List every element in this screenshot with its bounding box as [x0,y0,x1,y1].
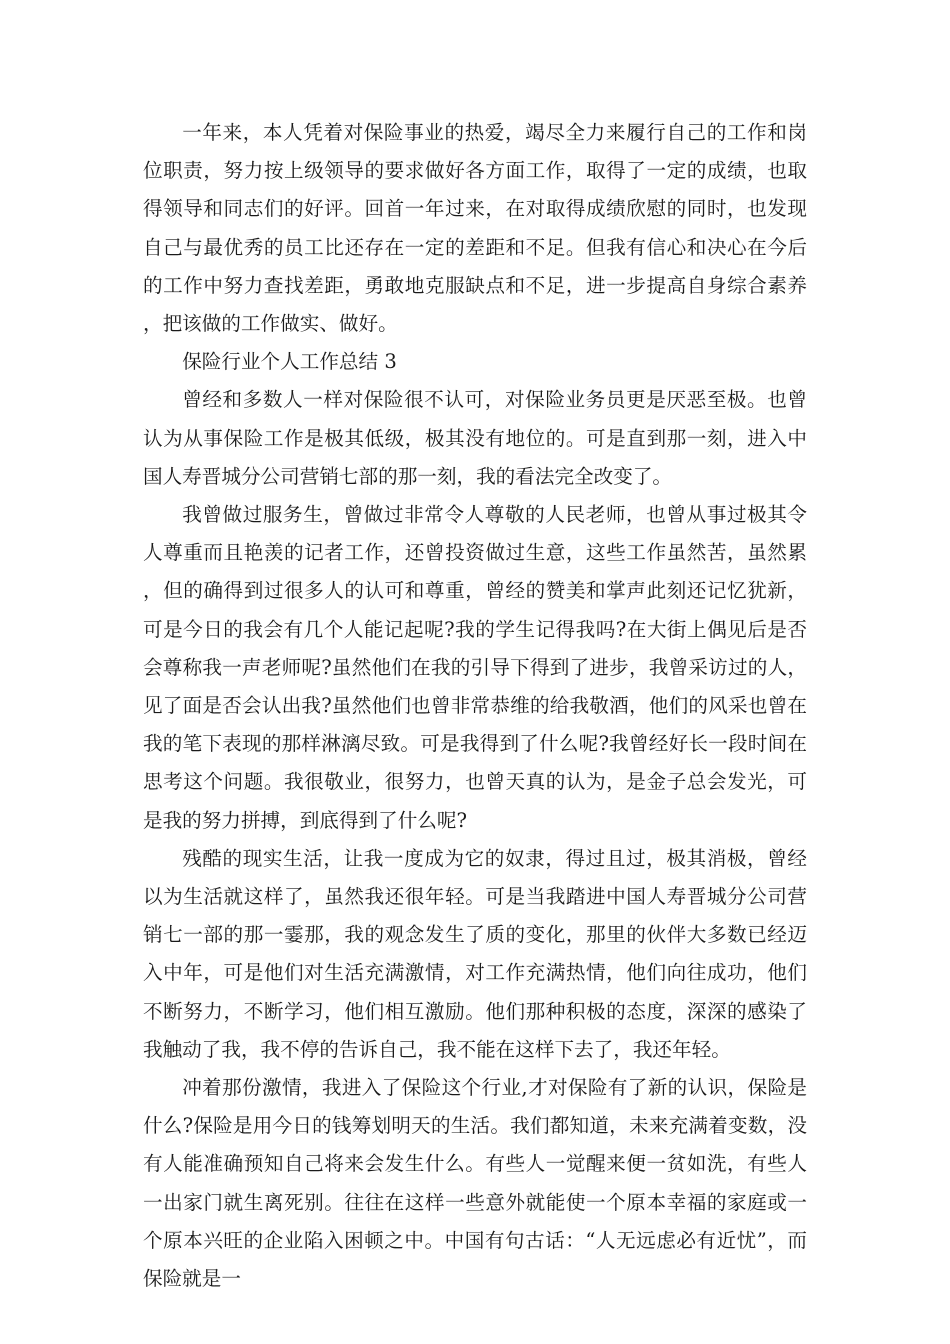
body-paragraph-5: 冲着那份激情，我进入了保险这个行业,才对保险有了新的认识，保险是什么?保险是用今日的钱筹划明天的生活。我们都知道，未来充满着变数，没有人能准确预知自己将来会发生什么。有些人一觉醒来便一贫如洗，有些人一出家门就生离死别。往往在这样一些意外就能使一个原本幸福的家庭或一个原本兴旺的企业陷入困顿之中。中国有句古话：“人无远虑必有近忧”，而保险就是一 [143,1076,807,1291]
section-heading: 保险行业个人工作总结 3 [182,350,397,374]
body-paragraph-1: 一年来，本人凭着对保险事业的热爱，竭尽全力来履行自己的工作和岗位职责，努力按上级领导的要求做好各方面工作，取得了一定的成绩，也取得领导和同志们的好评。回首一年过来，在对取得成绩欣慰的同时，也发现自己与最优秀的员工比还存在一定的差距和不足。但我有信心和决心在今后的工作中努力查找差距，勇敢地克服缺点和不足，进一步提高自身综合素养，把该做的工作做实、做好。 [143,121,807,336]
body-paragraph-3: 我曾做过服务生，曾做过非常令人尊敬的人民老师，也曾从事过极其令人尊重而且艳羡的记者工作，还曾投资做过生意，这些工作虽然苦，虽然累，但的确得到过很多人的认可和尊重，曾经的赞美和掌声此刻还记忆犹新，可是今日的我会有几个人能记起呢?我的学生记得我吗?在大街上偶见后是否会尊称我一声老师呢?虽然他们在我的引导下得到了进步，我曾采访过的人，见了面是否会认出我?虽然他们也曾非常恭维的给我敬酒，他们的风采也曾在我的笔下表现的那样淋漓尽致。可是我得到了什么呢?我曾经好长一段时间在思考这个问题。我很敬业，很努力，也曾天真的认为，是金子总会发光，可是我的努力拼搏，到底得到了什么呢? [143,503,807,832]
body-paragraph-4: 残酷的现实生活，让我一度成为它的奴隶，得过且过，极其消极，曾经以为生活就这样了，虽然我还很年轻。可是当我踏进中国人寿晋城分公司营销七一部的那一霎那，我的观念发生了质的变化，那里的伙伴大多数已经迈入中年，可是他们对生活充满激情，对工作充满热情，他们向往成功，他们不断努力，不断学习，他们相互激励。他们那种积极的态度，深深的感染了我触动了我，我不停的告诉自己，我不能在这样下去了，我还年轻。 [143,846,807,1061]
document-page [143,114,807,1298]
body-paragraph-2: 曾经和多数人一样对保险很不认可，对保险业务员更是厌恶至极。也曾认为从事保险工作是极其低级，极其没有地位的。可是直到那一刻，进入中国人寿晋城分公司营销七部的那一刻，我的看法完全改变了。 [143,388,807,488]
